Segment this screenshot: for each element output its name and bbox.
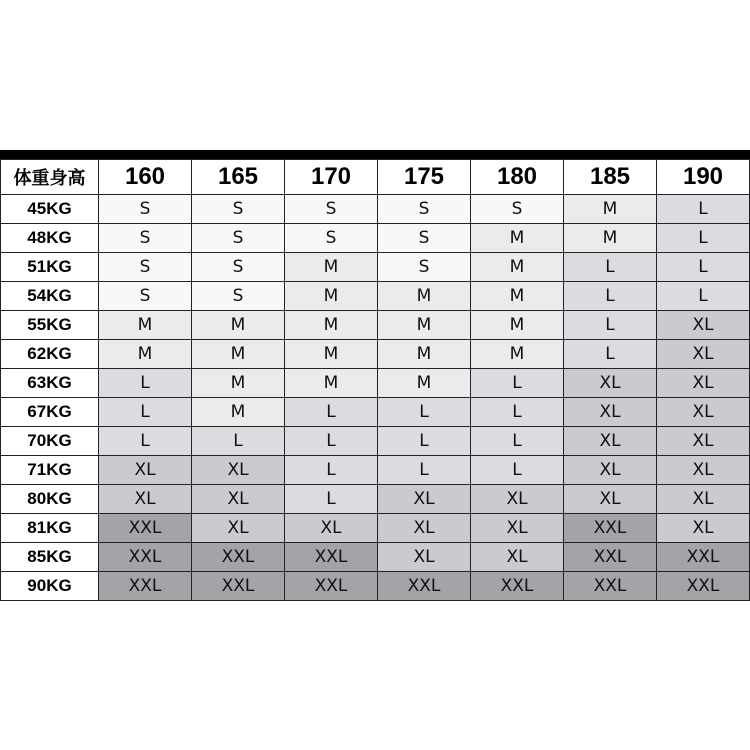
- table-row: [1, 340, 750, 369]
- size-cell: M: [285, 253, 378, 282]
- size-cell: XXL: [285, 543, 378, 572]
- weight-label: 51KG: [1, 253, 99, 282]
- size-cell: S: [192, 282, 285, 311]
- size-cell: XL: [378, 514, 471, 543]
- size-cell: M: [471, 340, 564, 369]
- size-chart-table: [0, 159, 750, 601]
- table-row: [1, 224, 750, 253]
- size-cell: L: [99, 427, 192, 456]
- corner-header: 体重身高: [1, 160, 99, 195]
- size-cell: L: [564, 282, 657, 311]
- size-cell: M: [192, 369, 285, 398]
- size-cell: XL: [657, 514, 750, 543]
- size-cell: S: [192, 253, 285, 282]
- size-cell: L: [192, 427, 285, 456]
- size-cell: XL: [564, 427, 657, 456]
- size-cell: M: [378, 282, 471, 311]
- size-cell: XL: [285, 514, 378, 543]
- weight-label: 55KG: [1, 311, 99, 340]
- size-cell: XL: [471, 514, 564, 543]
- size-cell: S: [192, 195, 285, 224]
- size-chart-body: [1, 195, 750, 601]
- table-row: [1, 282, 750, 311]
- size-cell: XXL: [564, 543, 657, 572]
- size-cell: XXL: [657, 543, 750, 572]
- size-cell: M: [192, 398, 285, 427]
- size-cell: S: [285, 224, 378, 253]
- size-cell: XL: [564, 398, 657, 427]
- size-cell: XXL: [99, 514, 192, 543]
- size-cell: L: [471, 456, 564, 485]
- size-cell: XXL: [99, 543, 192, 572]
- size-cell: L: [99, 369, 192, 398]
- size-cell: L: [564, 340, 657, 369]
- height-header: 185: [564, 160, 657, 195]
- size-cell: L: [564, 311, 657, 340]
- height-header: 160: [99, 160, 192, 195]
- size-cell: XXL: [99, 572, 192, 601]
- table-row: [1, 427, 750, 456]
- size-cell: L: [378, 427, 471, 456]
- table-row: [1, 485, 750, 514]
- size-cell: L: [285, 398, 378, 427]
- size-cell: M: [564, 195, 657, 224]
- size-cell: XL: [192, 485, 285, 514]
- top-bar: [0, 150, 750, 159]
- size-cell: XXL: [564, 572, 657, 601]
- size-cell: M: [378, 340, 471, 369]
- size-cell: M: [99, 340, 192, 369]
- size-cell: M: [285, 369, 378, 398]
- size-cell: M: [471, 311, 564, 340]
- size-cell: XXL: [378, 572, 471, 601]
- height-header: 170: [285, 160, 378, 195]
- size-cell: S: [378, 253, 471, 282]
- table-row: [1, 311, 750, 340]
- weight-label: 54KG: [1, 282, 99, 311]
- size-cell: M: [471, 282, 564, 311]
- size-cell: M: [564, 224, 657, 253]
- table-row: [1, 572, 750, 601]
- table-row: [1, 514, 750, 543]
- size-cell: S: [285, 195, 378, 224]
- size-cell: XL: [657, 311, 750, 340]
- size-cell: L: [471, 369, 564, 398]
- size-cell: M: [378, 369, 471, 398]
- size-cell: XL: [471, 485, 564, 514]
- size-cell: XL: [378, 485, 471, 514]
- weight-label: 90KG: [1, 572, 99, 601]
- table-row: [1, 456, 750, 485]
- table-row: [1, 195, 750, 224]
- size-cell: XXL: [471, 572, 564, 601]
- size-cell: M: [285, 282, 378, 311]
- size-cell: XXL: [657, 572, 750, 601]
- size-cell: XXL: [192, 572, 285, 601]
- weight-label: 48KG: [1, 224, 99, 253]
- size-cell: XL: [471, 543, 564, 572]
- size-cell: M: [378, 311, 471, 340]
- size-cell: M: [471, 253, 564, 282]
- size-cell: L: [285, 456, 378, 485]
- size-cell: XXL: [192, 543, 285, 572]
- size-cell: M: [192, 311, 285, 340]
- size-cell: XL: [657, 456, 750, 485]
- size-cell: L: [657, 224, 750, 253]
- size-cell: S: [192, 224, 285, 253]
- table-row: [1, 253, 750, 282]
- size-cell: S: [99, 282, 192, 311]
- size-cell: M: [285, 311, 378, 340]
- size-cell: L: [564, 253, 657, 282]
- size-cell: XL: [564, 485, 657, 514]
- weight-label: 63KG: [1, 369, 99, 398]
- size-cell: XL: [378, 543, 471, 572]
- size-cell: L: [657, 195, 750, 224]
- size-cell: XXL: [564, 514, 657, 543]
- weight-label: 85KG: [1, 543, 99, 572]
- size-cell: S: [378, 224, 471, 253]
- size-cell: XL: [192, 456, 285, 485]
- size-cell: XL: [564, 456, 657, 485]
- size-cell: S: [99, 253, 192, 282]
- height-header: 175: [378, 160, 471, 195]
- table-row: [1, 398, 750, 427]
- size-cell: XL: [657, 369, 750, 398]
- header-row: [1, 160, 750, 195]
- weight-label: 80KG: [1, 485, 99, 514]
- size-cell: M: [285, 340, 378, 369]
- size-cell: XL: [99, 485, 192, 514]
- size-cell: XL: [99, 456, 192, 485]
- height-header: 190: [657, 160, 750, 195]
- size-cell: XL: [192, 514, 285, 543]
- weight-label: 71KG: [1, 456, 99, 485]
- weight-label: 81KG: [1, 514, 99, 543]
- weight-label: 67KG: [1, 398, 99, 427]
- size-cell: L: [378, 398, 471, 427]
- size-cell: XL: [564, 369, 657, 398]
- size-cell: L: [657, 282, 750, 311]
- size-cell: M: [471, 224, 564, 253]
- weight-label: 62KG: [1, 340, 99, 369]
- size-cell: L: [285, 485, 378, 514]
- size-cell: L: [378, 456, 471, 485]
- size-cell: S: [99, 224, 192, 253]
- table-row: [1, 543, 750, 572]
- size-cell: XL: [657, 485, 750, 514]
- size-cell: L: [471, 398, 564, 427]
- weight-label: 45KG: [1, 195, 99, 224]
- height-header: 180: [471, 160, 564, 195]
- size-cell: L: [285, 427, 378, 456]
- size-cell: S: [378, 195, 471, 224]
- table-row: [1, 369, 750, 398]
- height-header: 165: [192, 160, 285, 195]
- size-cell: XXL: [285, 572, 378, 601]
- weight-label: 70KG: [1, 427, 99, 456]
- size-cell: S: [99, 195, 192, 224]
- size-cell: L: [657, 253, 750, 282]
- size-cell: M: [192, 340, 285, 369]
- size-cell: XL: [657, 427, 750, 456]
- size-cell: XL: [657, 398, 750, 427]
- size-cell: S: [471, 195, 564, 224]
- size-cell: XL: [657, 340, 750, 369]
- size-cell: M: [99, 311, 192, 340]
- size-cell: L: [471, 427, 564, 456]
- size-cell: L: [99, 398, 192, 427]
